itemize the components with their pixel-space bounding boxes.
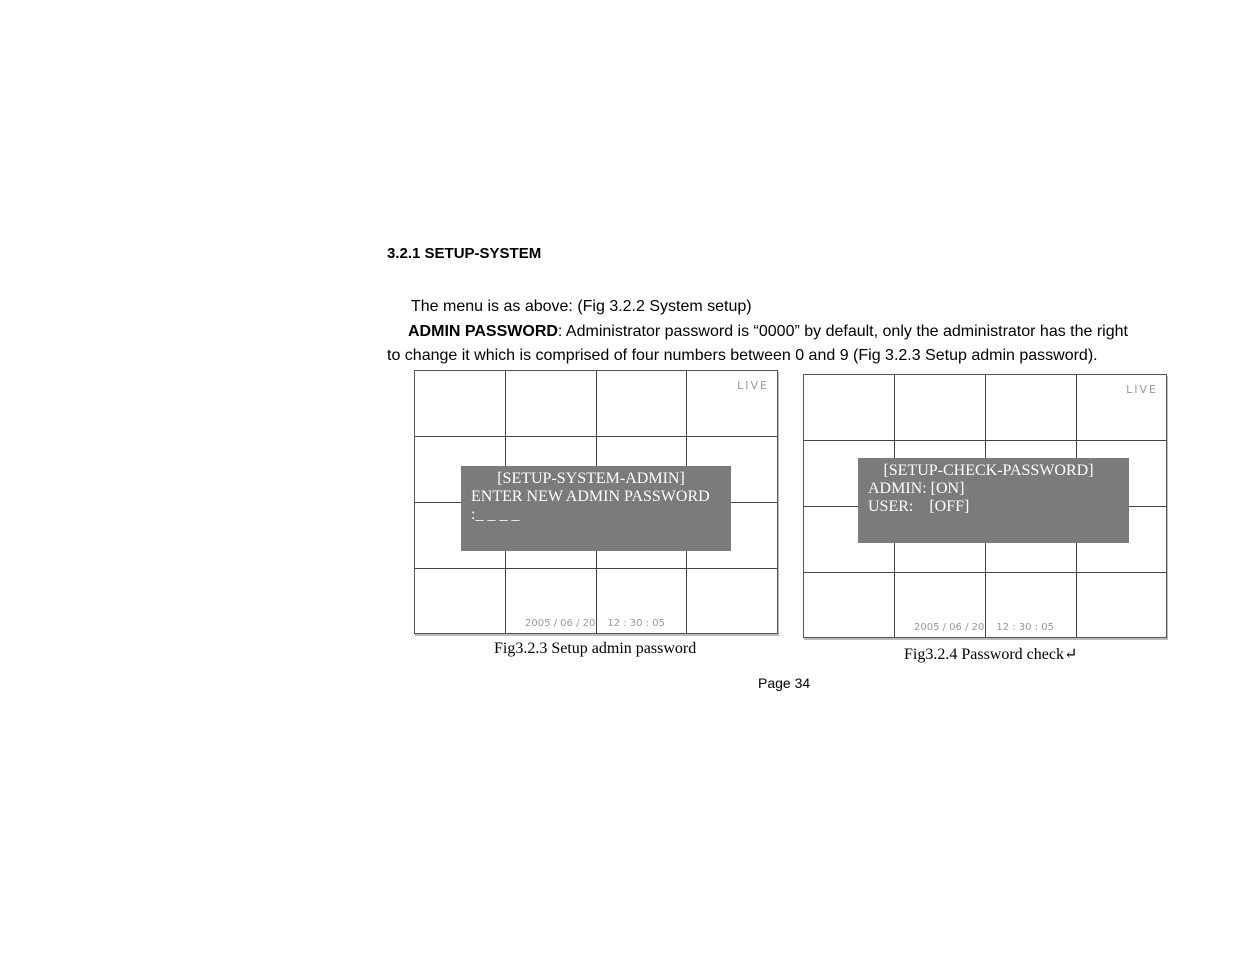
grid-line <box>415 568 777 569</box>
osd-menu-title: [SETUP-SYSTEM-ADMIN] <box>497 470 685 487</box>
osd-menu-panel <box>858 458 1129 543</box>
page-number: Page 34 <box>758 675 811 691</box>
osd-menu-line: ENTER NEW ADMIN PASSWORD <box>471 488 710 505</box>
live-label: LIVE <box>1126 383 1158 396</box>
osd-menu-line: USER: [OFF] <box>868 498 970 515</box>
admin-password-text: : Administrator password is “0000” by default, only the administrator has the right <box>557 323 1128 340</box>
osd-menu-panel <box>461 466 731 551</box>
admin-password-label: ADMIN PASSWORD <box>408 323 558 340</box>
time-text: 12 : 30 : 05 <box>996 622 1054 633</box>
osd-menu-line: :_ _ _ _ <box>471 506 520 523</box>
time-text: 12 : 30 : 05 <box>607 618 665 629</box>
admin-password-paragraph <box>408 320 1128 344</box>
date-text: 2005 / 06 / 20 <box>914 622 985 633</box>
menu-paragraph: The menu is as above: (Fig 3.2.2 System setup) <box>411 298 752 315</box>
grid-line <box>804 572 1166 573</box>
timestamp <box>914 622 1054 633</box>
figure-caption: Fig3.2.3 Setup admin password <box>494 640 697 657</box>
date-text: 2005 / 06 / 20 <box>525 618 596 629</box>
admin-password-paragraph-continued: to change it which is comprised of four numbers between 0 and 9 (Fig 3.2.3 Setup admin password). <box>387 347 1098 364</box>
timestamp <box>525 618 665 629</box>
grid-line <box>804 440 1166 441</box>
live-label: LIVE <box>737 379 769 392</box>
osd-menu-title: [SETUP-CHECK-PASSWORD] <box>883 462 1094 479</box>
figure-password-check-screen <box>803 374 1167 638</box>
figure-setup-admin-screen <box>414 370 778 634</box>
grid-line <box>415 436 777 437</box>
section-heading: 3.2.1 SETUP-SYSTEM <box>387 245 542 262</box>
osd-menu-line: ADMIN: [ON] <box>868 480 965 497</box>
figure-caption: Fig3.2.4 Password check↵ <box>904 646 1078 663</box>
